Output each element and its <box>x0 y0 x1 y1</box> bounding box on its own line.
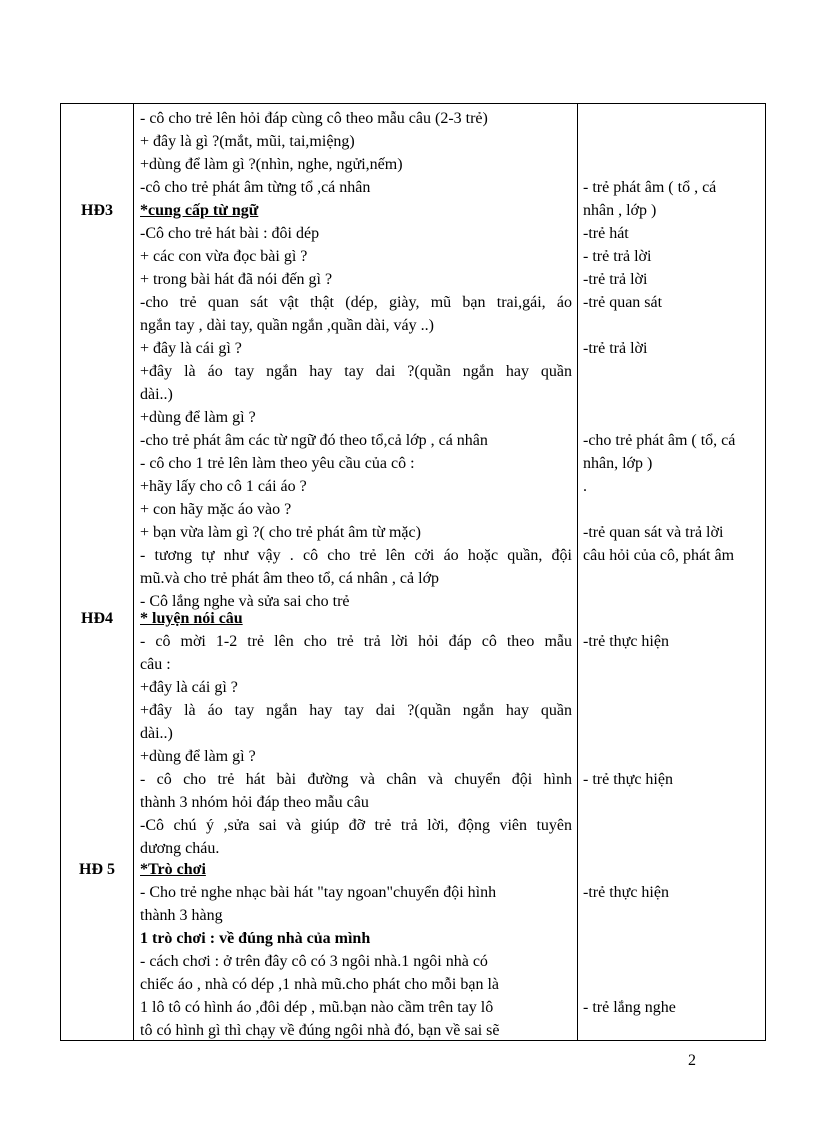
text-line: - cô cho trẻ hát bài đường và chân và chuyển đội hình <box>140 771 572 788</box>
column-divider-2 <box>577 104 578 1040</box>
child-activity: -trẻ trả lời <box>583 340 648 357</box>
text-line: - cô cho 1 trẻ lên làm theo yêu cầu của cô : <box>140 455 415 472</box>
child-activity: -cho trẻ phát âm ( tổ, cá <box>583 432 736 449</box>
child-activity: -trẻ quan sát <box>583 294 663 311</box>
text-line: -cho trẻ quan sát vật thật (dép, giày, mũ bạn trai,gái, áo <box>140 294 572 311</box>
child-activity: -trẻ hát <box>583 225 629 242</box>
child-activity: -trẻ thực hiện <box>583 633 669 650</box>
child-activity: - trẻ trả lời <box>583 248 652 265</box>
text-line: + đây là gì ?(mắt, mũi, tai,miệng) <box>140 133 355 150</box>
text-line: + đây là cái gì ? <box>140 340 242 357</box>
section-heading: *cung cấp từ ngữ <box>140 202 259 219</box>
text-line: - cô mời 1-2 trẻ lên cho trẻ trả lời hỏi đáp cô theo mẫu <box>140 633 572 650</box>
text-line: - cách chơi : ở trên đây cô có 3 ngôi nhà.1 ngôi nhà có <box>140 953 488 970</box>
child-activity: -trẻ thực hiện <box>583 884 669 901</box>
text-line: dài..) <box>140 386 173 403</box>
child-activity: nhân, lớp ) <box>583 455 653 472</box>
text-line: + bạn vừa làm gì ?( cho trẻ phát âm từ mặc) <box>140 524 421 541</box>
child-activity: -trẻ trả lời <box>583 271 648 288</box>
game-title: 1 trò chơi : về đúng nhà của mình <box>140 930 371 947</box>
text-line: +đây là áo tay ngắn hay tay dai ?(quần ngắn hay quần <box>140 702 572 719</box>
label-hd3: HĐ3 <box>81 202 113 219</box>
page-number: 2 <box>688 1052 696 1069</box>
text-line: chiếc áo , nhà có dép ,1 nhà mũ.cho phát cho mỗi bạn là <box>140 976 499 993</box>
text-line: -Cô chú ý ,sửa sai và giúp đỡ trẻ trả lời, động viên tuyên <box>140 817 572 834</box>
text-line: +đây là áo tay ngắn hay tay dai ?(quần ngắn hay quần <box>140 363 572 380</box>
text-line: tô có hình gì thì chạy về đúng ngôi nhà đó, bạn về sai sẽ <box>140 1022 500 1039</box>
text-line: + con hãy mặc áo vào ? <box>140 501 292 518</box>
text-line: dương cháu. <box>140 840 220 857</box>
text-line: - tương tự như vậy . cô cho trẻ lên cởi áo hoặc quần, đội <box>140 547 572 564</box>
text-line: dài..) <box>140 725 173 742</box>
text-line: - Cô lắng nghe và sửa sai cho trẻ <box>140 593 350 610</box>
child-activity: - trẻ phát âm ( tổ , cá <box>583 179 717 196</box>
text-line: -Cô cho trẻ hát bài : đôi dép <box>140 225 320 242</box>
child-activity: -trẻ quan sát và trả lời <box>583 524 724 541</box>
text-line: thành 3 nhóm hỏi đáp theo mẫu câu <box>140 794 369 811</box>
text-line: +dùng để làm gì ?(nhìn, nghe, ngửi,nếm) <box>140 156 403 173</box>
text-line: + các con vừa đọc bài gì ? <box>140 248 308 265</box>
label-hd5: HĐ 5 <box>79 861 115 878</box>
text-line: - cô cho trẻ lên hỏi đáp cùng cô theo mẫu câu (2-3 trẻ) <box>140 110 488 127</box>
label-hd4: HĐ4 <box>81 610 113 627</box>
text-line: +dùng để làm gì ? <box>140 409 256 426</box>
child-activity: câu hỏi của cô, phát âm <box>583 547 735 564</box>
text-line: -cô cho trẻ phát âm từng tổ ,cá nhân <box>140 179 371 196</box>
column-divider-1 <box>133 104 134 1040</box>
text-line: +dùng để làm gì ? <box>140 748 256 765</box>
text-line: - Cho trẻ nghe nhạc bài hát "tay ngoan"chuyển đội hình <box>140 884 497 901</box>
text-line: +đây là cái gì ? <box>140 679 238 696</box>
text-line: +hãy lấy cho cô 1 cái áo ? <box>140 478 307 495</box>
child-activity: - trẻ thực hiện <box>583 771 673 788</box>
child-activity: . <box>583 478 587 495</box>
text-line: thành 3 hàng <box>140 907 223 924</box>
activity-table <box>60 103 766 1041</box>
text-line: -cho trẻ phát âm các từ ngữ đó theo tổ,cả lớp , cá nhân <box>140 432 488 449</box>
child-activity: - trẻ lắng nghe <box>583 999 676 1016</box>
child-activity: nhân , lớp ) <box>583 202 657 219</box>
text-line: ngắn tay , dài tay, quần ngắn ,quần dài, váy ..) <box>140 317 434 334</box>
section-heading: * luyện nói câu <box>140 610 243 627</box>
section-heading: *Trò chơi <box>140 861 206 878</box>
text-line: 1 lô tô có hình áo ,đôi dép , mũ.bạn nào cầm trên tay lô <box>140 999 494 1016</box>
text-line: câu : <box>140 656 171 673</box>
text-line: + trong bài hát đã nói đến gì ? <box>140 271 333 288</box>
text-line: mũ.và cho trẻ phát âm theo tổ, cá nhân , cả lớp <box>140 570 440 587</box>
